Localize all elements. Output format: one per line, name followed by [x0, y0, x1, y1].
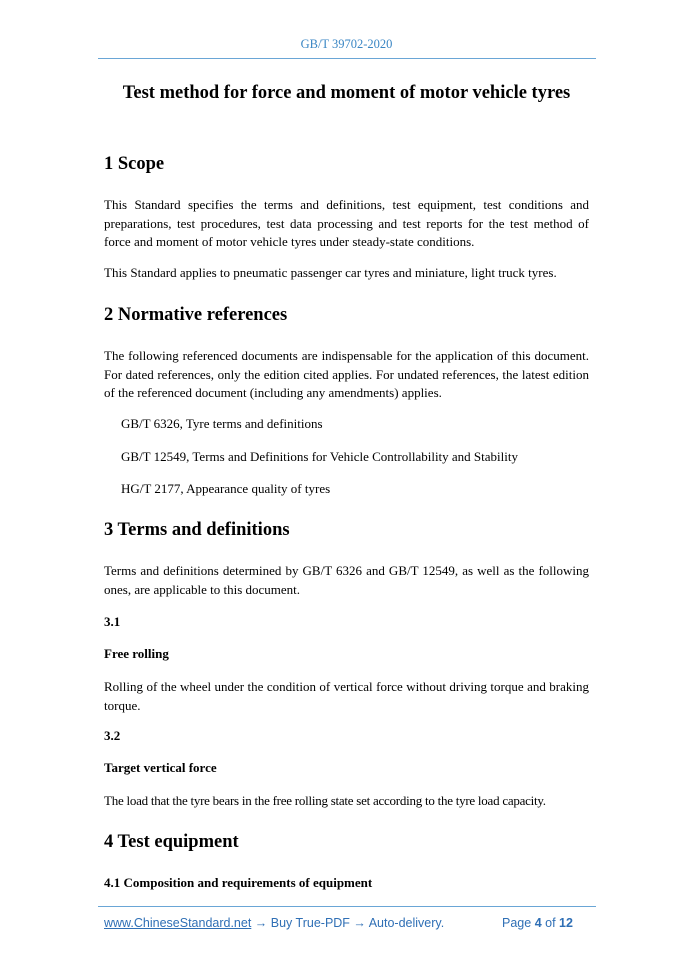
page-label: Page [502, 916, 532, 930]
references-paragraph: The following referenced documents are indispensable for the application of this document. For dated references, only the edition cited applies. For undated references, the latest edition of the referenced document (including any amendments) applies. [104, 348, 589, 400]
reference-item: GB/T 6326, Tyre terms and definitions [121, 416, 323, 431]
section-heading-terms-definitions: 3 Terms and definitions [104, 520, 290, 540]
footer-divider [98, 906, 596, 907]
term-definition: The load that the tyre bears in the free rolling state set according to the tyre load capacity. [104, 793, 546, 808]
subsection-heading: 4.1 Composition and requirements of equipment [104, 875, 373, 890]
page-of: of [545, 916, 556, 930]
scope-paragraph-1: This Standard specifies the terms and definitions, test equipment, test conditions and preparations, test procedures, test data processing and test reports for the test method of force and moment of motor vehicle tyres under steady-state conditions. [104, 197, 589, 249]
page-current: 4 [534, 916, 542, 930]
page-indicator [502, 916, 573, 930]
section-heading-scope: 1 Scope [104, 154, 165, 174]
term-number: 3.2 [104, 728, 121, 743]
terms-paragraph: Terms and definitions determined by GB/T 6326 and GB/T 12549, as well as the following ones, are applicable to this document. [104, 563, 589, 597]
term-name: Free rolling [104, 646, 169, 661]
reference-item: HG/T 2177, Appearance quality of tyres [121, 481, 331, 496]
scope-paragraph-2: This Standard applies to pneumatic passenger car tyres and miniature, light truck tyres. [104, 265, 557, 280]
document-title: Test method for force and moment of motor vehicle tyres [122, 83, 571, 103]
section-heading-normative-references: 2 Normative references [104, 305, 288, 325]
header-divider [98, 58, 596, 59]
term-definition: Rolling of the wheel under the condition of vertical force without driving torque and braking torque. [104, 679, 589, 713]
footer-promo [104, 916, 444, 930]
reference-item: GB/T 12549, Terms and Definitions for Vehicle Controllability and Stability [121, 449, 518, 464]
term-number: 3.1 [104, 614, 121, 629]
term-name: Target vertical force [104, 760, 217, 775]
section-heading-test-equipment: 4 Test equipment [104, 832, 239, 852]
website-link[interactable]: www.ChineseStandard.net [104, 916, 252, 930]
promo-text: → Buy True-PDF → Auto-delivery. [251, 916, 445, 930]
page-total: 12 [559, 916, 573, 930]
document-code: GB/T 39702-2020 [300, 37, 393, 51]
